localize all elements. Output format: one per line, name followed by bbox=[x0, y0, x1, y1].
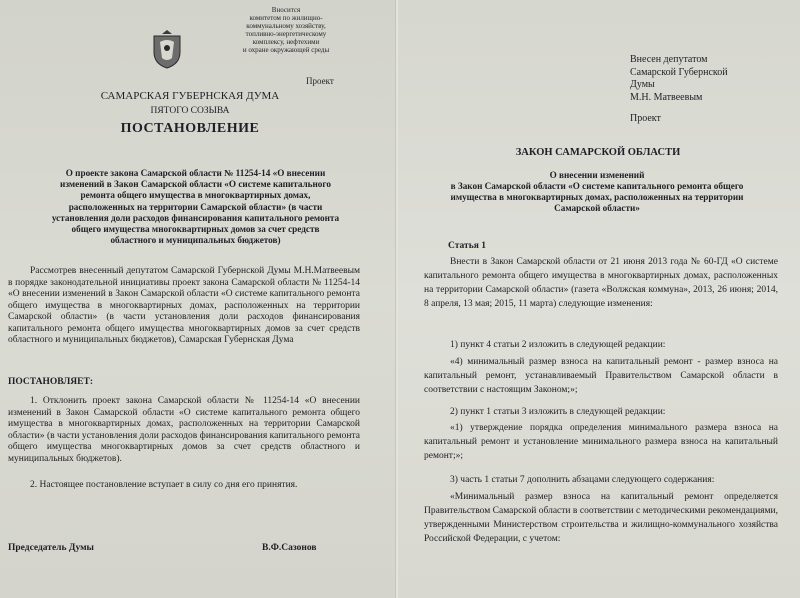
subject-line: общего имущества многоквартирных домов за счет средств bbox=[71, 224, 320, 235]
introducer-stamp bbox=[234, 6, 338, 54]
subject-line: в Закон Самарской области «О системе капитального ремонта общего bbox=[450, 181, 744, 191]
preamble-paragraph: Рассмотрев внесенный депутатом Самарской Губернской Думы М.Н.Матвеевым в порядке законодательной инициативы проект закона Самарской области № 11254-14 «О внесении изменений в Закон Самарской области «О системе капитального ремонта общего имущества в многоквартирных домах, расположенных на территории Самарской области» (в части установления доли расходов финансирования капитального ремонта общего имущества многоквартирных домов за счет средств областного и муниципальных бюджетов), Самарская Губернская Дума bbox=[8, 266, 360, 345]
stamp-line: топливно-энергетическому bbox=[245, 30, 327, 38]
duma-name: САМАРСКАЯ ГУБЕРНСКАЯ ДУМА bbox=[100, 90, 280, 102]
signer-name: В.Ф.Сазонов bbox=[262, 543, 317, 553]
subject-line: имущества в многоквартирных домах, расположенных на территории bbox=[450, 192, 744, 202]
amendment-2: 2) пункт 1 статьи 3 изложить в следующей редакции: bbox=[450, 407, 666, 417]
subject-line: изменений в Закон Самарской области «О системе капитального bbox=[60, 179, 331, 190]
amendment-1-text: «4) минимальный размер взноса на капитальный ремонт - размер взноса на капитальный ремонт, устанавливаемый Правительством Самарской области в соответствии с настоящим Законом;»; bbox=[424, 357, 778, 395]
subject-line: О проекте закона Самарской области № 11254-14 «О внесении bbox=[65, 168, 326, 178]
resolution-subject bbox=[18, 168, 373, 246]
subject-line: О внесении изменений bbox=[549, 170, 645, 180]
item-1: 1. Отклонить проект закона Самарской области № 11254-14 «О внесении изменений в Закон Самарской области «О системе капитального ремонта общего имущества в многоквартирных домах, расположенных на территории Самарской области» (в части установления доли расходов финансирования капитального ремонта общего имущества многоквартирных домов за счет средств областного и муниципальных бюджетов). bbox=[8, 396, 360, 464]
subject-line: областного и муниципальных бюджетов) bbox=[110, 235, 281, 246]
stamp-line: и охране окружающей среды bbox=[242, 46, 330, 54]
intro-line: Думы bbox=[630, 79, 655, 90]
stamp-line: коммунальному хозяйству, bbox=[246, 22, 326, 30]
intro-line: Внесен депутатом bbox=[630, 54, 708, 65]
resolves-heading: ПОСТАНОВЛЯЕТ: bbox=[8, 377, 94, 387]
article-heading: Статья 1 bbox=[448, 241, 486, 251]
signer-title: Председатель Думы bbox=[8, 543, 94, 553]
law-subject bbox=[412, 170, 782, 214]
stamp-line: Вносится bbox=[271, 6, 301, 14]
convocation: ПЯТОГО СОЗЫВА bbox=[150, 106, 230, 116]
subject-line: Самарской области» bbox=[554, 203, 640, 213]
stamp-line: комплексу, нефтехими bbox=[252, 38, 320, 46]
amendment-3: 3) часть 1 статьи 7 дополнить абзацами следующего содержания: bbox=[450, 475, 715, 485]
intro-line: М.Н. Матвеевым bbox=[630, 91, 703, 103]
draft-law-page bbox=[398, 0, 800, 598]
document-title: ПОСТАНОВЛЕНИЕ bbox=[120, 121, 260, 136]
project-label: Проект bbox=[630, 113, 661, 124]
stamp-line: комитетом по жилищно- bbox=[249, 14, 323, 22]
resolution-page bbox=[0, 0, 396, 598]
subject-line: расположенных на территории Самарской области» (в части bbox=[68, 201, 323, 212]
item-2: 2. Настоящее постановление вступает в силу со дня его принятия. bbox=[30, 480, 298, 490]
intro-line: Самарской Губернской bbox=[630, 66, 728, 78]
project-label: Проект bbox=[306, 76, 334, 86]
article-intro-paragraph: Внести в Закон Самарской области от 21 июня 2013 года № 60-ГД «О системе капитального ремонта общего имущества в многоквартирных домах, расположенных на территории Самарской области» (газета «Волжская коммуна», 2013, 26 июня; 2014, 8 апреля, 13 мая; 2015, 11 марта) следующие изменения: bbox=[424, 257, 778, 309]
law-title: ЗАКОН САМАРСКОЙ ОБЛАСТИ bbox=[515, 147, 681, 158]
introducer-note bbox=[630, 54, 728, 104]
amendment-2-text: «1) утверждение порядка определения минимального размера взноса на капитальный ремонт и установление минимального размера взноса на капитальный ремонт;»; bbox=[424, 423, 778, 461]
subject-line: ремонта общего имущества в многоквартирных домах, bbox=[80, 190, 311, 201]
amendment-3-text: «Минимальный размер взноса на капитальный ремонт определяется Правительством Самарской области в соответствии с методическими рекомендациями, утвержденными Министерством строительства и жилищно-коммунального хозяйства Российской Федерации, с учетом: bbox=[424, 492, 778, 544]
amendment-1: 1) пункт 4 статьи 2 изложить в следующей редакции: bbox=[450, 340, 666, 350]
subject-line: установления доли расходов финансирования капитального ремонта bbox=[51, 212, 340, 223]
coat-of-arms-emblem bbox=[150, 28, 184, 75]
